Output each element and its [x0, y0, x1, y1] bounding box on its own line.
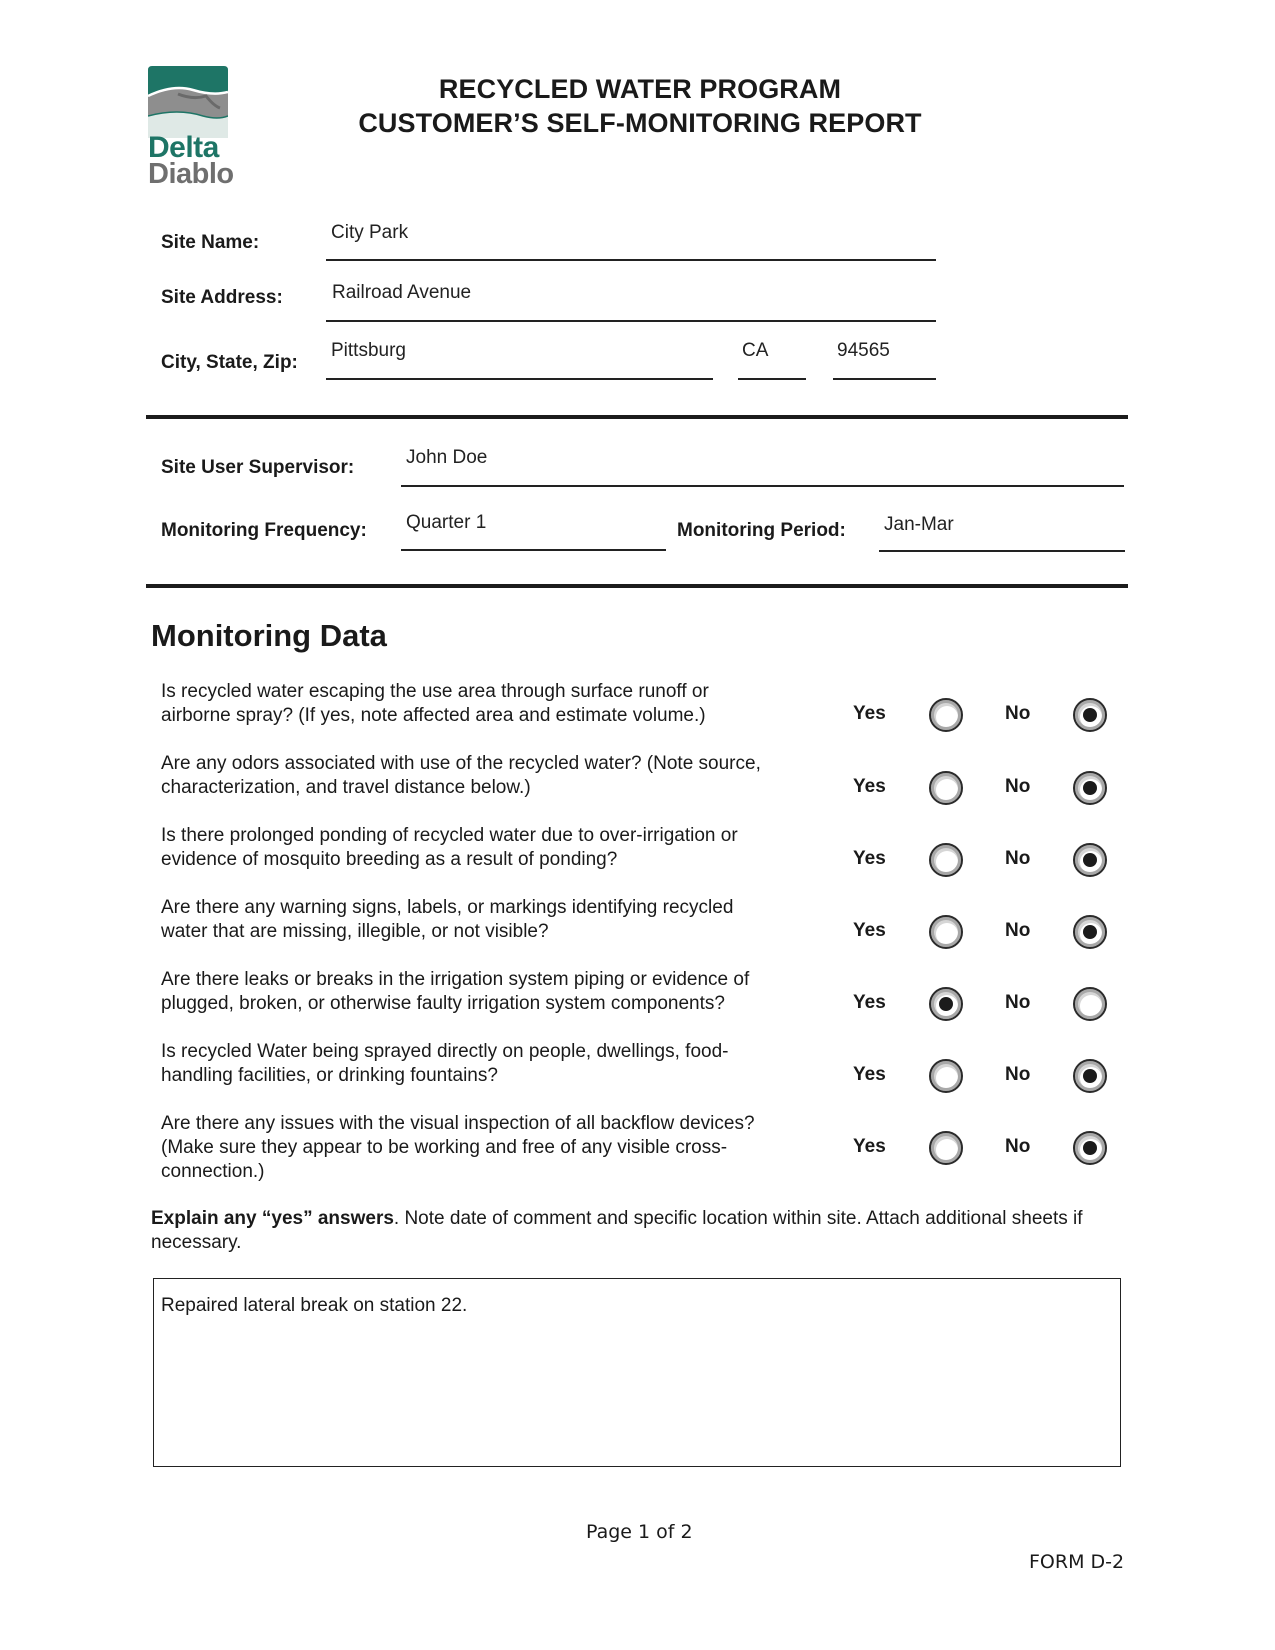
yes-label: Yes	[853, 1136, 886, 1157]
site-name-label: Site Name:	[161, 232, 260, 253]
question-line: Is recycled Water being sprayed directly on people, dwellings, food-	[161, 1041, 729, 1062]
radio-selected-dot	[1083, 1069, 1097, 1083]
form-title-line2: CUSTOMER’S SELF-MONITORING REPORT	[358, 108, 922, 138]
radio-selected-dot	[939, 997, 953, 1011]
monitoring-data-heading: Monitoring Data	[151, 618, 387, 653]
no-radio[interactable]	[1073, 987, 1107, 1021]
site-address-field[interactable]: Railroad Avenue	[332, 282, 472, 303]
question-text	[161, 968, 841, 1016]
no-radio[interactable]	[1073, 843, 1107, 877]
section-divider	[146, 415, 1128, 419]
question-line: connection.)	[161, 1161, 265, 1182]
no-label: No	[1005, 848, 1031, 869]
explain-lead: Explain any “yes” answers	[151, 1208, 394, 1229]
yes-radio[interactable]	[929, 1131, 963, 1165]
question-line: characterization, and travel distance below.)	[161, 777, 531, 798]
yes-label: Yes	[853, 992, 886, 1013]
question-line: water that are missing, illegible, or not visible?	[161, 921, 549, 942]
question-line: handling facilities, or drinking fountains?	[161, 1065, 498, 1086]
no-radio[interactable]	[1073, 915, 1107, 949]
question-text	[161, 824, 841, 872]
radio-selected-dot	[1083, 1141, 1097, 1155]
city-underline	[326, 378, 713, 380]
no-label: No	[1005, 703, 1031, 724]
yes-radio[interactable]	[929, 915, 963, 949]
yes-label: Yes	[853, 776, 886, 797]
no-label: No	[1005, 1064, 1031, 1085]
supervisor-label: Site User Supervisor:	[161, 457, 355, 478]
zip-underline	[833, 378, 936, 380]
question-line: Are there any issues with the visual inspection of all backflow devices?	[161, 1113, 755, 1134]
radio-selected-dot	[1083, 708, 1097, 722]
explain-text: . Note date of comment and specific location within site. Attach additional sheets if necessary.	[151, 1208, 1083, 1253]
section-divider	[146, 584, 1128, 588]
no-label: No	[1005, 920, 1031, 941]
question-line: airborne spray? (If yes, note affected area and estimate volume.)	[161, 705, 706, 726]
no-label: No	[1005, 1136, 1031, 1157]
yes-radio[interactable]	[929, 843, 963, 877]
yes-radio[interactable]	[929, 771, 963, 805]
period-underline	[879, 550, 1125, 552]
no-radio[interactable]	[1073, 1059, 1107, 1093]
frequency-label: Monitoring Frequency:	[161, 520, 367, 541]
yes-label: Yes	[853, 920, 886, 941]
city-state-zip-label: City, State, Zip:	[161, 352, 298, 373]
state-field[interactable]: CA	[742, 340, 769, 361]
no-radio[interactable]	[1073, 1131, 1107, 1165]
radio-selected-dot	[1083, 925, 1097, 939]
no-radio[interactable]	[1073, 771, 1107, 805]
period-field[interactable]: Jan-Mar	[884, 514, 954, 535]
page-number: Page 1 of 2	[586, 1521, 693, 1543]
yes-label: Yes	[853, 848, 886, 869]
site-address-label: Site Address:	[161, 287, 283, 308]
question-line: plugged, broken, or otherwise faulty irrigation system components?	[161, 993, 725, 1014]
logo-text-diablo: Diablo	[148, 158, 234, 190]
question-text	[161, 1112, 841, 1184]
explanation-textbox[interactable]	[153, 1278, 1121, 1467]
site-name-underline	[326, 259, 936, 261]
question-text	[161, 680, 841, 728]
no-radio[interactable]	[1073, 698, 1107, 732]
radio-selected-dot	[1083, 781, 1097, 795]
question-text	[161, 752, 841, 800]
no-label: No	[1005, 776, 1031, 797]
yes-radio[interactable]	[929, 698, 963, 732]
supervisor-field[interactable]: John Doe	[406, 447, 488, 468]
frequency-field[interactable]: Quarter 1	[406, 512, 487, 533]
question-line: Are there leaks or breaks in the irrigation system piping or evidence of	[161, 969, 750, 990]
logo-text-delta: Delta	[148, 131, 219, 164]
yes-label: Yes	[853, 1064, 886, 1085]
question-line: Is there prolonged ponding of recycled water due to over-irrigation or	[161, 825, 738, 846]
zip-field[interactable]: 94565	[837, 340, 890, 361]
yes-radio[interactable]	[929, 987, 963, 1021]
question-line: Is recycled water escaping the use area through surface runoff or	[161, 681, 709, 702]
site-name-field[interactable]: City Park	[331, 222, 409, 243]
supervisor-underline	[401, 485, 1124, 487]
period-label: Monitoring Period:	[677, 520, 846, 541]
question-text	[161, 896, 841, 944]
form-title-line1: RECYCLED WATER PROGRAM	[438, 74, 842, 104]
frequency-underline	[401, 549, 666, 551]
question-line: (Make sure they appear to be working and free of any visible cross-	[161, 1137, 728, 1158]
radio-selected-dot	[1083, 853, 1097, 867]
question-text	[161, 1040, 841, 1088]
city-field[interactable]: Pittsburg	[331, 340, 406, 361]
question-line: Are any odors associated with use of the recycled water? (Note source,	[161, 753, 761, 774]
question-line: evidence of mosquito breeding as a result of ponding?	[161, 849, 618, 870]
yes-radio[interactable]	[929, 1059, 963, 1093]
explain-instructions	[151, 1207, 1101, 1255]
state-underline	[738, 378, 806, 380]
site-address-underline	[326, 320, 936, 322]
question-line: Are there any warning signs, labels, or markings identifying recycled	[161, 897, 734, 918]
explanation-text: Repaired lateral break on station 22.	[161, 1295, 468, 1316]
delta-diablo-logo	[148, 66, 234, 190]
form-id: FORM D-2	[1029, 1551, 1125, 1573]
no-label: No	[1005, 992, 1031, 1013]
yes-label: Yes	[853, 703, 886, 724]
